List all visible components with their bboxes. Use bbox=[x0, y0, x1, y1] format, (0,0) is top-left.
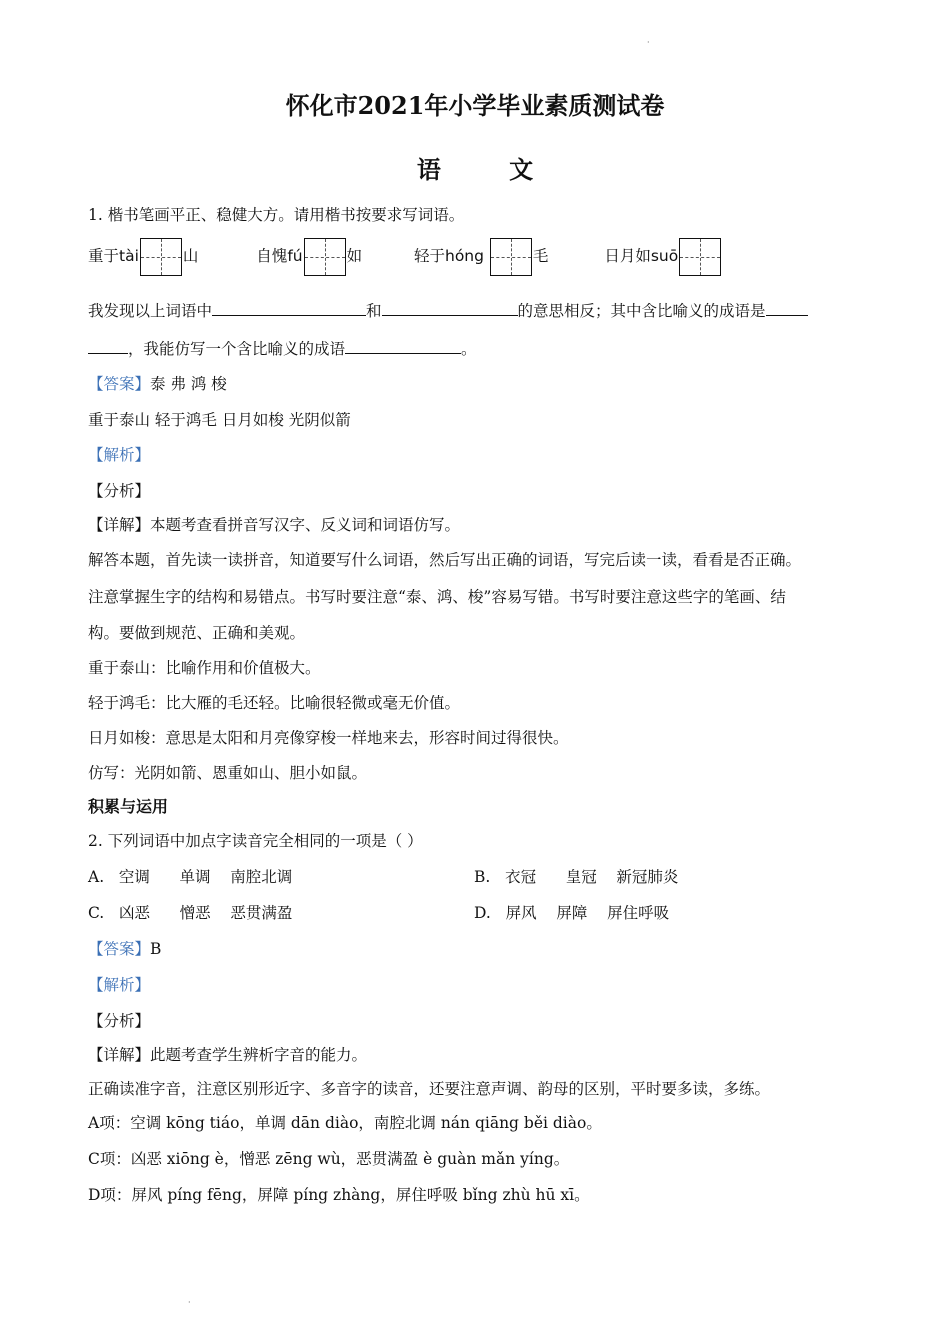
q1-para-6: 日月如梭：意思是太阳和月亮像穿梭一样地来去，形容时间过得很快。 bbox=[88, 729, 569, 747]
q1-line1-text-a: 我发现以上词语中 bbox=[88, 302, 213, 320]
option-a-word-1: 空调 bbox=[118, 868, 150, 886]
q1-para-5: 轻于鸿毛：比大雁的毛还轻。比喻很轻微或毫无价值。 bbox=[88, 694, 461, 712]
q1-item-2-pinyin: fú bbox=[287, 247, 303, 265]
q1-item-3-before: 轻于 bbox=[413, 247, 445, 265]
page-title: 怀化市2021年小学毕业素质测试卷 bbox=[285, 91, 665, 120]
q2-fenxi: 【分析】 bbox=[88, 1012, 151, 1030]
q2-option-b[interactable] bbox=[474, 866, 678, 888]
subject-title: 语 文 bbox=[416, 155, 564, 184]
q1-answer-line2: 重于泰山 轻于鸿毛 日月如梭 光阴似箭 bbox=[88, 411, 351, 429]
q2-para-d-label: D项： bbox=[88, 1186, 132, 1204]
q2-answer-text: B bbox=[150, 940, 162, 958]
q2-xiangjie bbox=[88, 1044, 367, 1066]
option-a-label: A. bbox=[88, 868, 105, 886]
q2-para-d bbox=[88, 1184, 590, 1206]
answer-text: 泰 弗 鸿 梭 bbox=[150, 375, 227, 393]
q2-para-a-text: 空调 kōng tiáo，单调 dān diào，南腔北调 nán qiāng běi diào。 bbox=[130, 1114, 602, 1132]
option-c-word-2: 憎恶 bbox=[179, 904, 211, 922]
q1-para-3: 构。要做到规范、正确和美观。 bbox=[88, 624, 306, 642]
q1-item-1-pinyin: tài bbox=[119, 247, 139, 265]
option-a-word-2: 单调 bbox=[179, 868, 211, 886]
q2-jiexi: 【解析】 bbox=[88, 976, 151, 994]
q1-item-3-after: 毛 bbox=[532, 247, 549, 265]
option-c-word-3: 恶贯满盈 bbox=[230, 904, 293, 922]
xiangjie-label: 【详解】 bbox=[88, 516, 151, 534]
q1-line2-text-b: 。 bbox=[461, 340, 477, 358]
q2-xiangjie-text: 此题考查学生辨析字音的能力。 bbox=[150, 1046, 368, 1064]
q1-item-1-before: 重于 bbox=[88, 247, 120, 265]
q2-xiangjie-label: 【详解】 bbox=[88, 1046, 151, 1064]
q1-item-3 bbox=[414, 247, 553, 265]
q2-answer-label: 【答案】 bbox=[88, 940, 151, 958]
writing-grid-3[interactable] bbox=[490, 238, 532, 276]
option-b-word-1: 衣冠 bbox=[505, 868, 537, 886]
q1-item-2 bbox=[256, 247, 367, 265]
q1-stem: 1. 楷书笔画平正、稳健大方。请用楷书按要求写词语。 bbox=[88, 206, 465, 224]
q2-option-c[interactable] bbox=[88, 902, 292, 924]
q1-item-2-after: 如 bbox=[346, 247, 363, 265]
q1-fill-line-1 bbox=[88, 300, 808, 322]
q1-item-2-before: 自愧 bbox=[256, 247, 288, 265]
q1-fill-line-2 bbox=[88, 338, 477, 360]
q2-answer bbox=[88, 938, 161, 960]
option-d-label: D. bbox=[474, 904, 491, 922]
option-b-label: B. bbox=[474, 868, 491, 886]
q1-para-7: 仿写：光阴如箭、恩重如山、胆小如鼠。 bbox=[88, 764, 368, 782]
q2-para-c bbox=[88, 1148, 569, 1170]
blank-1[interactable] bbox=[212, 301, 366, 316]
q1-para-1: 解答本题，首先读一读拼音，知道要写什么词语，然后写出正确的词语，写完后读一读，看看是否正确。 bbox=[88, 551, 802, 569]
option-b-word-3: 新冠肺炎 bbox=[616, 868, 679, 886]
q2-option-a[interactable] bbox=[88, 866, 292, 888]
q2-option-d[interactable] bbox=[474, 902, 669, 924]
q2-stem: 2. 下列词语中加点字读音完全相同的一项是（ ） bbox=[88, 832, 423, 850]
blank-3b[interactable] bbox=[88, 339, 128, 354]
blank-4[interactable] bbox=[345, 339, 461, 354]
q2-para-d-text: 屏风 píng fēng，屏障 píng zhàng，屏住呼吸 bǐng zhù hū xī。 bbox=[131, 1186, 590, 1204]
writing-grid-1[interactable] bbox=[140, 238, 182, 276]
option-d-word-1: 屏风 bbox=[505, 904, 537, 922]
q2-para-1: 正确读准字音，注意区别形近字、多音字的读音，还要注意声调、韵母的区别，平时要多读，多练。 bbox=[88, 1080, 771, 1098]
q1-xiangjie bbox=[88, 514, 460, 536]
q1-item-3-pinyin: hóng bbox=[445, 247, 484, 265]
writing-grid-4[interactable] bbox=[679, 238, 721, 276]
q2-para-c-text: 凶恶 xiōng è，憎恶 zēng wù，恶贯满盈 è guàn mǎn yíng。 bbox=[130, 1150, 570, 1168]
blank-2[interactable] bbox=[382, 301, 518, 316]
answer-label: 【答案】 bbox=[88, 375, 151, 393]
page-mark: · bbox=[647, 38, 650, 47]
q1-item-1-after: 山 bbox=[182, 247, 199, 265]
option-c-word-1: 凶恶 bbox=[119, 904, 151, 922]
option-a-word-3: 南腔北调 bbox=[230, 868, 293, 886]
blank-3a[interactable] bbox=[766, 301, 808, 316]
page-mark-bottom: · bbox=[188, 1298, 191, 1307]
q2-para-c-label: C项： bbox=[88, 1150, 131, 1168]
q1-fenxi: 【分析】 bbox=[88, 482, 151, 500]
writing-grid-2[interactable] bbox=[304, 238, 346, 276]
option-d-word-3: 屏住呼吸 bbox=[607, 904, 670, 922]
option-b-word-2: 皇冠 bbox=[565, 868, 597, 886]
q1-grid-row bbox=[88, 236, 722, 276]
q1-para-2: 注意掌握生字的结构和易错点。书写时要注意“泰、鸿、梭”容易写错。书写时要注意这些字的笔画、结 bbox=[88, 588, 786, 606]
q1-para-4: 重于泰山：比喻作用和价值极大。 bbox=[88, 659, 321, 677]
option-d-word-2: 屏障 bbox=[556, 904, 588, 922]
option-c-label: C. bbox=[88, 904, 105, 922]
q1-item-1 bbox=[88, 247, 203, 265]
q2-para-a-label: A项： bbox=[88, 1114, 131, 1132]
xiangjie-text: 本题考查看拼音写汉字、反义词和词语仿写。 bbox=[150, 516, 461, 534]
q1-answer bbox=[88, 373, 227, 395]
q1-item-4-pinyin: suō bbox=[650, 247, 679, 265]
section-heading: 积累与运用 bbox=[88, 797, 169, 816]
q1-jiexi: 【解析】 bbox=[88, 446, 151, 464]
q1-line1-text-c: 的意思相反；其中含比喻义的成语是 bbox=[517, 302, 766, 320]
q1-line2-text-a: ，我能仿写一个含比喻义的成语 bbox=[128, 340, 346, 358]
q1-item-4-before: 日月如 bbox=[604, 247, 651, 265]
q2-para-a bbox=[88, 1112, 602, 1134]
q1-item-4 bbox=[604, 247, 722, 265]
q1-line1-text-b: 和 bbox=[366, 302, 382, 320]
